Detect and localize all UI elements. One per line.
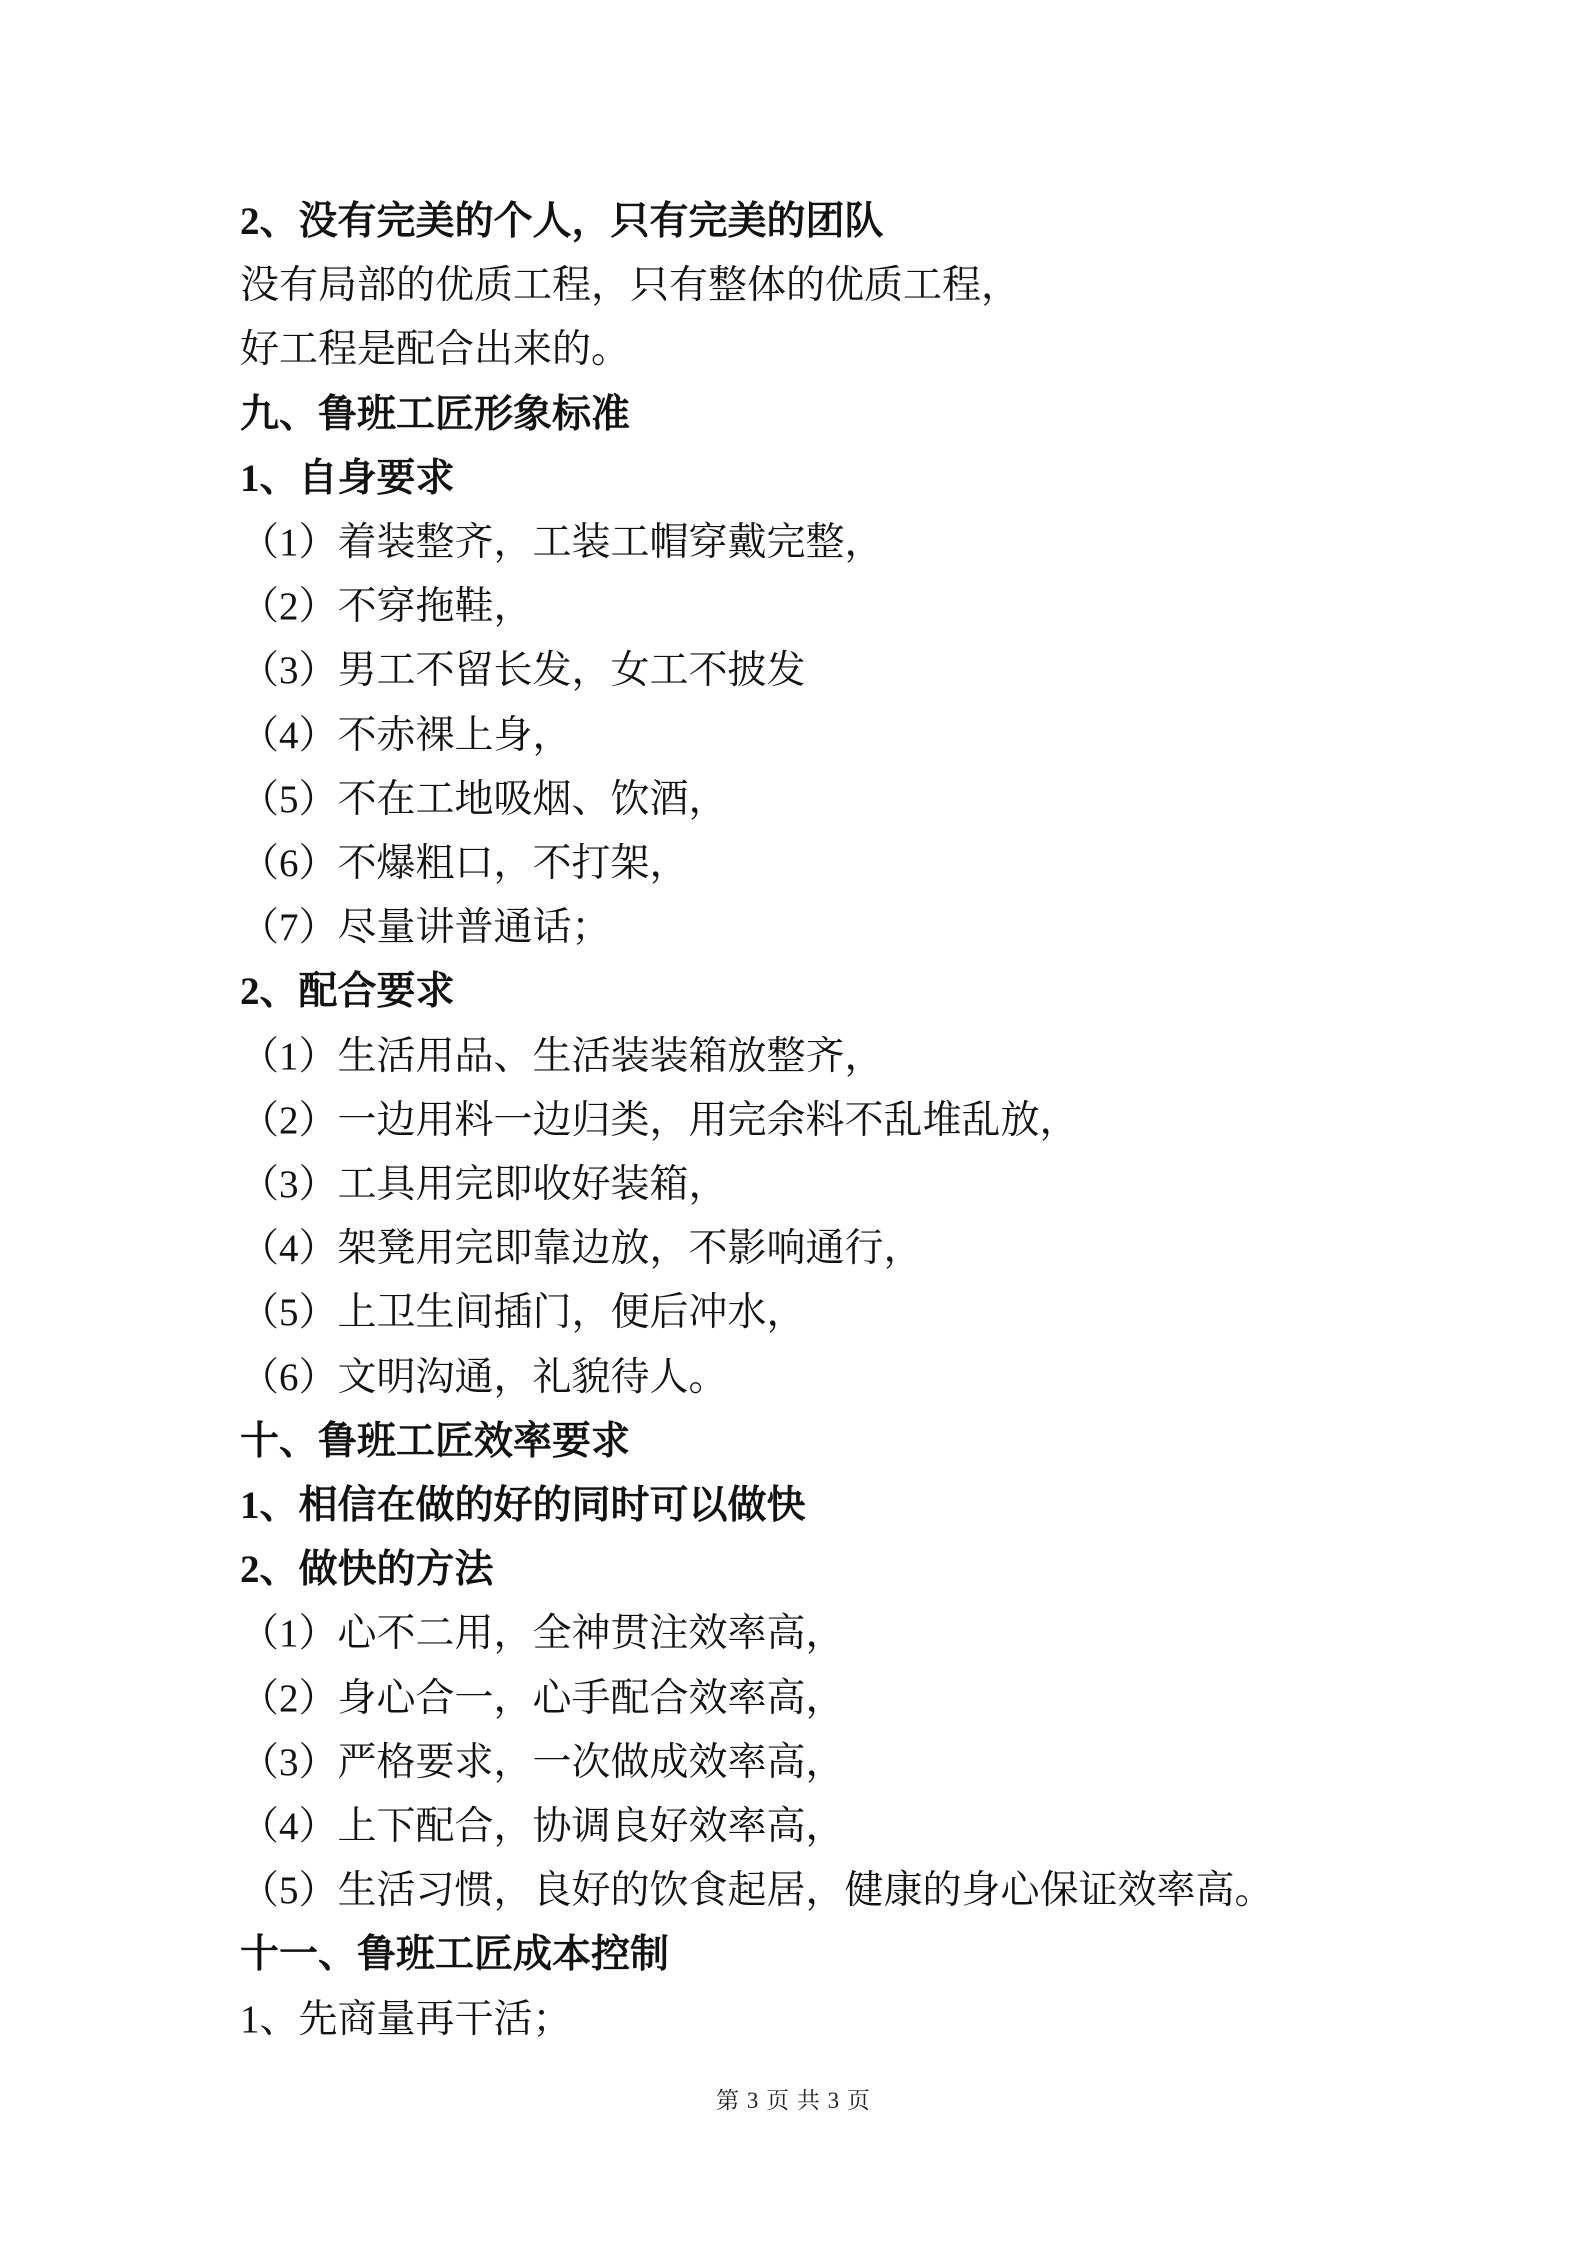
document-body (240, 190, 1400, 2052)
list-item: （7）尽量讲普通话； (240, 906, 611, 950)
list-item: （1）生活用品、生活装装箱放整齐， (240, 1034, 884, 1078)
list-item: （2）不穿拖鞋， (240, 585, 533, 629)
section-heading: 十一、鲁班工匠成本控制 (240, 1933, 670, 1977)
section-heading: 2、没有完美的个人，只有完美的团队 (240, 200, 884, 243)
list-item: （2）一边用料一边归类，用完余料不乱堆乱放， (240, 1098, 1079, 1142)
section-heading: 1、自身要求 (240, 456, 455, 500)
list-item: （2）身心合一，心手配合效率高， (240, 1676, 845, 1720)
section-heading: 九、鲁班工匠形象标准 (240, 392, 631, 436)
list-item: （3）工具用完即收好装箱， (240, 1163, 728, 1207)
section-heading: 1、相信在做的好的同时可以做快 (240, 1484, 806, 1528)
list-item: （4）不赤裸上身， (240, 713, 572, 757)
list-item: （3）男工不留长发，女工不披发 (240, 649, 806, 693)
page-footer: 第 3 页 共 3 页 (716, 2088, 871, 2113)
list-item: （3）严格要求，一次做成效率高， (240, 1740, 845, 1784)
paragraph-line: 好工程是配合出来的。 (240, 328, 631, 372)
list-item: （4）架凳用完即靠边放，不影响通行， (240, 1227, 923, 1271)
section-heading: 2、做快的方法 (240, 1548, 494, 1592)
paragraph-line: 1、先商量再干活； (240, 1997, 572, 2041)
list-item: （5）生活习惯，良好的饮食起居，健康的身心保证效率高。 (240, 1869, 1274, 1913)
list-item: （5）上卫生间插门，便后冲水， (240, 1291, 806, 1335)
list-item: （5）不在工地吸烟、饮酒， (240, 777, 728, 821)
list-item: （1）心不二用，全神贯注效率高， (240, 1612, 845, 1656)
list-item: （6）文明沟通，礼貌待人。 (240, 1355, 728, 1399)
list-item: （1）着装整齐，工装工帽穿戴完整， (240, 521, 884, 565)
section-heading: 十、鲁班工匠效率要求 (240, 1419, 631, 1463)
paragraph-line: 没有局部的优质工程，只有整体的优质工程， (240, 264, 1021, 308)
list-item: （6）不爆粗口，不打架， (240, 842, 689, 886)
list-item: （4）上下配合，协调良好效率高， (240, 1805, 845, 1849)
section-heading: 2、配合要求 (240, 970, 455, 1014)
